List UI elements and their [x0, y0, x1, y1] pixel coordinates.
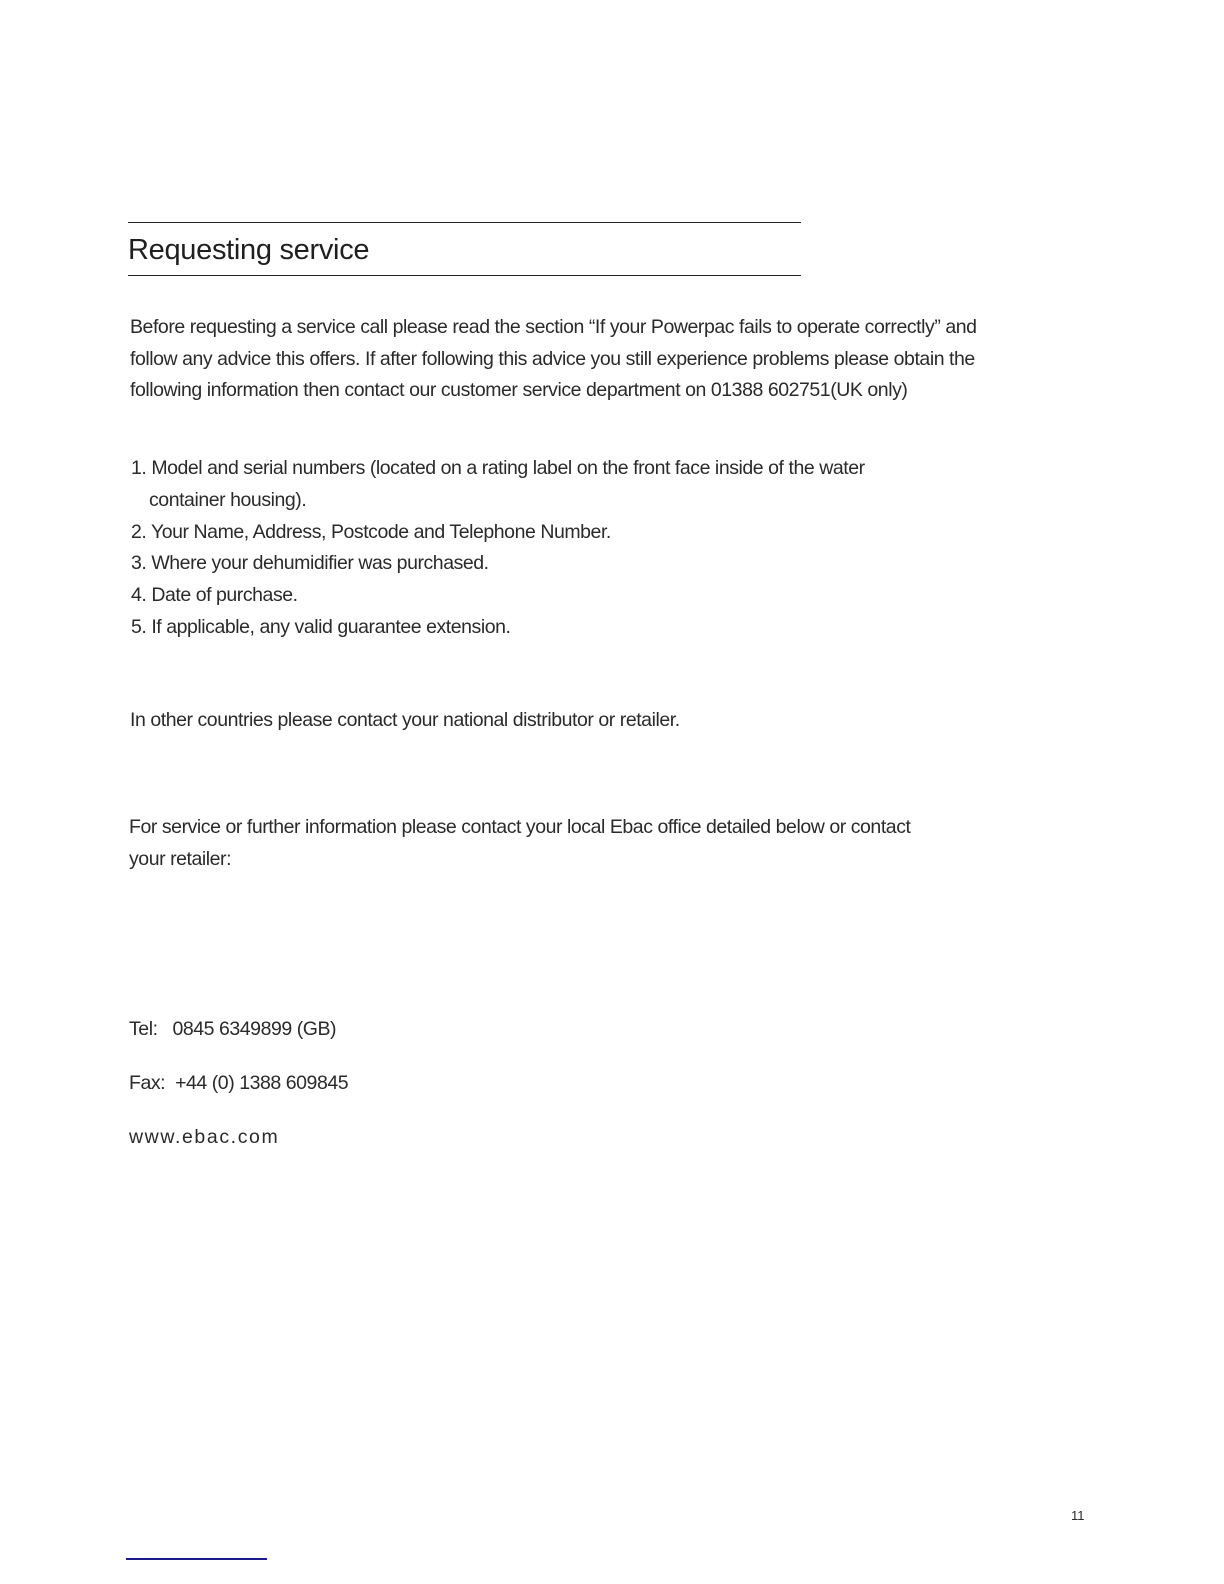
fax-label: Fax:	[129, 1072, 166, 1094]
intro-line: following information then contact our customer service department on 01388 602751(UK only)	[130, 379, 908, 402]
further-info-paragraph	[129, 812, 1089, 875]
list-item: 2. Your Name, Address, Postcode and Telephone Number.	[131, 521, 611, 543]
heading-bottom-rule	[128, 275, 801, 276]
list-item-continuation: container housing).	[149, 489, 307, 511]
page-title: Requesting service	[128, 234, 370, 266]
tel-row	[129, 1018, 336, 1041]
fax-row	[129, 1072, 348, 1095]
website-link[interactable]: www.ebac.com	[129, 1126, 280, 1148]
tel-label: Tel:	[129, 1018, 158, 1040]
further-info-line: your retailer:	[129, 847, 232, 870]
page-number: 11	[1071, 1508, 1085, 1523]
intro-line: Before requesting a service call please read the section “If your Powerpac fails to operate correctly” and	[130, 316, 977, 338]
tel-number: 0845 6349899 (GB)	[172, 1018, 337, 1040]
list-item: 5. If applicable, any valid guarantee extension.	[131, 616, 511, 638]
footer-rule	[126, 1558, 267, 1560]
list-item: 4. Date of purchase.	[131, 584, 298, 606]
intro-line: follow any advice this offers. If after following this advice you still experience problems please obtain the	[130, 347, 975, 370]
fax-number: +44 (0) 1388 609845	[175, 1072, 349, 1094]
further-info-line: For service or further information please contact your local Ebac office detailed below or contact	[129, 816, 911, 838]
list-item: 3. Where your dehumidifier was purchased.	[131, 552, 489, 574]
heading-top-rule	[128, 222, 801, 223]
list-item: 1. Model and serial numbers (located on a rating label on the front face inside of the water	[131, 457, 865, 479]
other-countries-text: In other countries please contact your national distributor or retailer.	[130, 709, 680, 731]
intro-paragraph	[130, 312, 1090, 407]
